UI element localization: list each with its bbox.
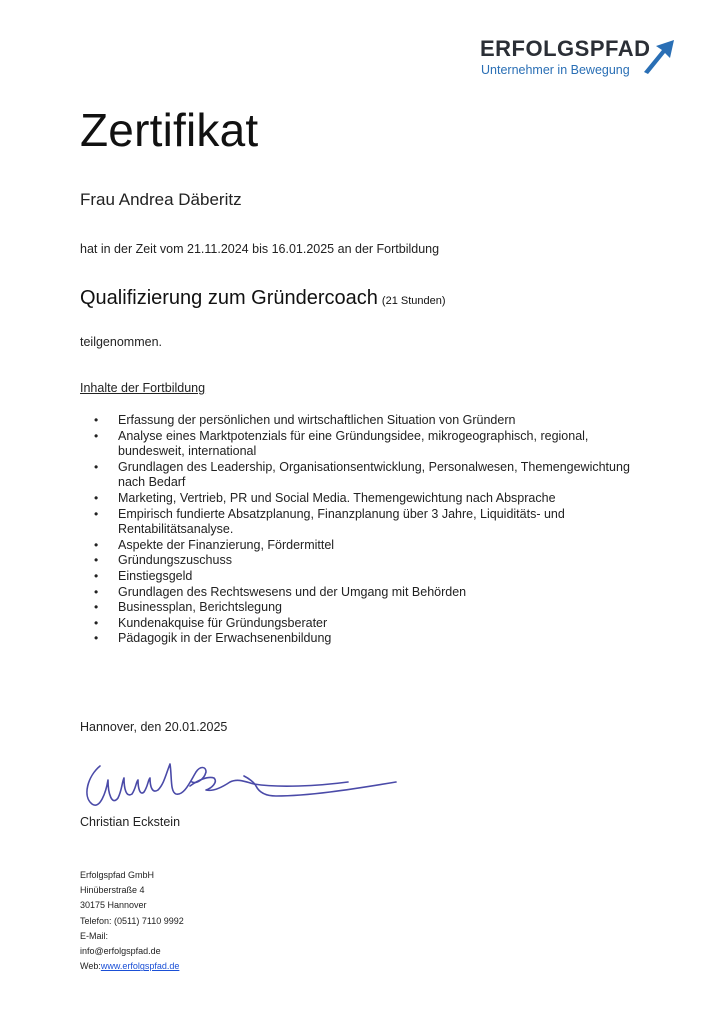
period-prefix: hat in der Zeit vom	[80, 242, 187, 256]
company-city: 30175 Hannover	[80, 900, 147, 911]
course-title-line	[80, 287, 446, 310]
company-email: info@erfolgspfad.de	[80, 946, 161, 957]
company-web-label: Web:	[80, 961, 101, 972]
company-street: Hinüberstraße 4	[80, 885, 145, 896]
course-period	[80, 242, 439, 256]
date-from: 21.11.2024	[187, 242, 249, 256]
list-item: • Gründungszuschuss	[80, 553, 640, 569]
attended-text: teilgenommen.	[80, 335, 162, 349]
company-web-line	[80, 959, 184, 974]
company-web-link[interactable]: www.erfolgspfad.de	[100, 961, 180, 972]
list-item: • Marketing, Vertrieb, PR und Social Media. Themengewichtung nach Absprache	[80, 491, 640, 507]
date-to: 16.01.2025	[271, 242, 335, 256]
company-logo	[480, 36, 680, 88]
place-date: Hannover, den 20.01.2025	[80, 720, 228, 734]
arrow-icon	[640, 38, 676, 74]
list-item: • Grundlagen des Leadership, Organisationsentwicklung, Personalwesen, Themengewichtung nach Bedarf	[80, 460, 640, 491]
course-hours: (21 Stunden)	[381, 295, 446, 307]
recipient-name: Frau Andrea Däberitz	[80, 190, 242, 209]
list-item: • Analyse eines Marktpotenzials für eine Gründungsidee, mikrogeographisch, regional, bundesweit, international	[80, 429, 640, 460]
list-item: • Einstiegsgeld	[80, 569, 640, 585]
list-item: • Aspekte der Finanzierung, Fördermittel	[80, 538, 640, 554]
list-item: • Grundlagen des Rechtswesens und der Umgang mit Behörden	[80, 585, 640, 601]
period-suffix: an der Fortbildung	[334, 242, 440, 256]
certificate-title: Zertifikat	[80, 104, 259, 156]
company-name: Erfolgspfad GmbH	[80, 870, 155, 880]
list-item: • Kundenakquise für Gründungsberater	[80, 616, 640, 632]
course-title: Qualifizierung zum Gründercoach	[80, 287, 378, 309]
signer-name: Christian Eckstein	[80, 815, 181, 829]
list-item: • Pädagogik in der Erwachsenenbildung	[80, 631, 640, 647]
contents-list	[80, 413, 640, 647]
list-item: • Empirisch fundierte Absatzplanung, Finanzplanung über 3 Jahre, Liquiditäts- und Rentabilitätsanalyse.	[80, 507, 640, 538]
company-email-label: E-Mail:	[80, 930, 109, 941]
list-item: • Erfassung der persönlichen und wirtschaftlichen Situation von Gründern	[80, 413, 640, 429]
logo-subtitle: Unternehmer in Bewegung	[481, 63, 630, 77]
signature-image	[78, 752, 408, 814]
list-item: • Businessplan, Berichtslegung	[80, 600, 640, 616]
logo-title: ERFOLGSPFAD	[480, 36, 651, 61]
company-address	[80, 868, 184, 974]
company-phone: Telefon: (0511) 7110 9992	[80, 915, 184, 926]
period-mid: bis	[248, 242, 272, 256]
contents-heading: Inhalte der Fortbildung	[80, 381, 206, 395]
